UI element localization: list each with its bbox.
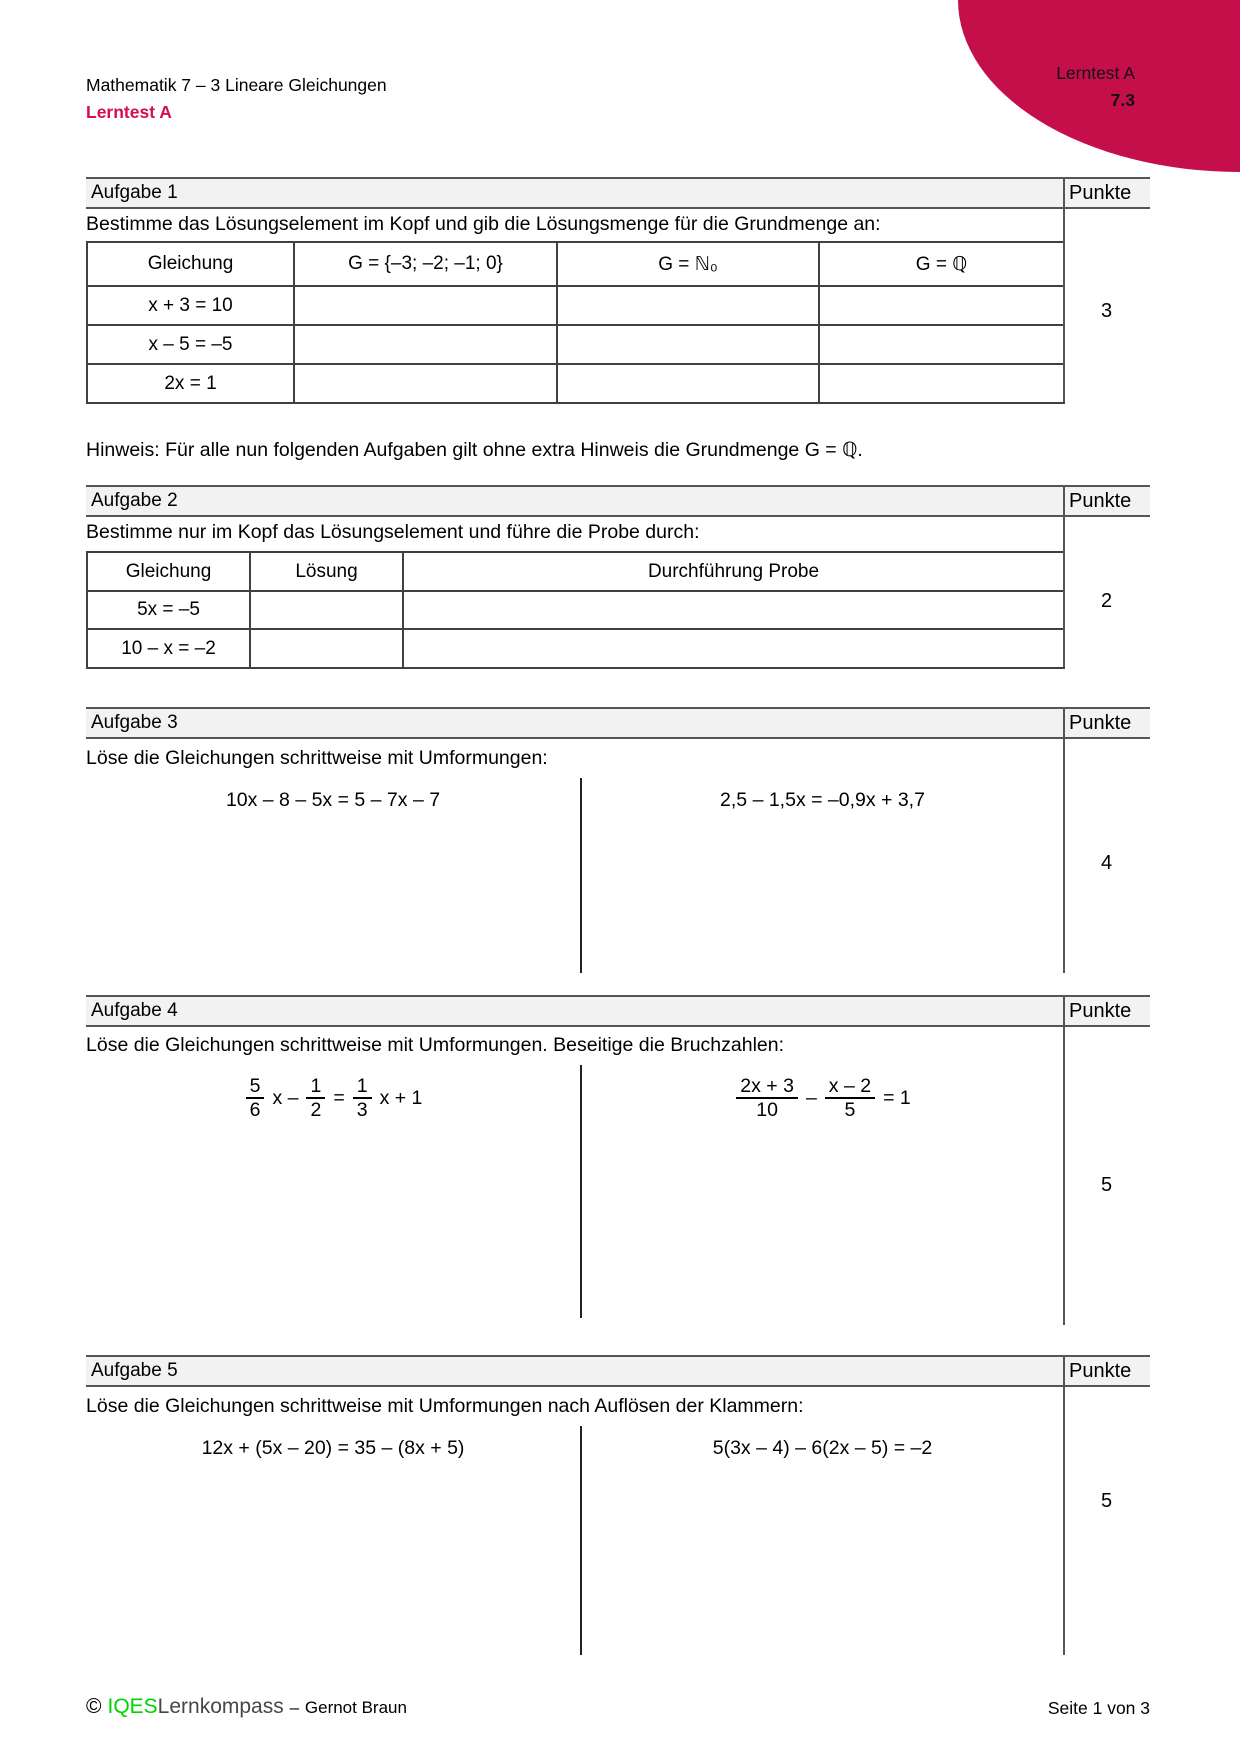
aufgabe5-header-band (86, 1355, 1150, 1387)
fraction-denominator: 3 (356, 1099, 368, 1122)
aufgabe4-header-band (86, 995, 1150, 1027)
aufgabe5-punkte-column-line (1063, 1387, 1065, 1655)
aufgabe2-table (86, 551, 1065, 669)
answer-cell (250, 591, 403, 629)
fraction-denominator: 2 (310, 1099, 322, 1122)
column-header: Gleichung (87, 552, 250, 591)
aufgabe4-punkte-label: Punkte (1063, 997, 1150, 1025)
aufgabe5-title: Aufgabe 5 (91, 1360, 178, 1381)
aufgabe1-table (86, 241, 1065, 404)
aufgabe2-points-value: 2 (1100, 590, 1113, 612)
aufgabe3-equation-left: 10x – 8 – 5x = 5 – 7x – 7 (225, 789, 441, 811)
aufgabe5-points-value: 5 (1100, 1490, 1113, 1512)
footer-author: Gernot Braun (304, 1698, 407, 1717)
aufgabe5-work-divider (580, 1426, 582, 1655)
equation-token: x + 1 (379, 1086, 423, 1109)
answer-cell (819, 325, 1064, 364)
aufgabe2-description: Bestimme nur im Kopf das Lösungselement und führe die Probe durch: (86, 521, 700, 543)
answer-cell (250, 629, 403, 668)
aufgabe1-punkte-label: Punkte (1063, 179, 1150, 207)
equation-cell: x + 3 = 10 (87, 286, 294, 325)
document-header (86, 72, 387, 126)
aufgabe3-work-divider (580, 778, 582, 973)
corner-chapter-number: 7.3 (1110, 90, 1135, 110)
aufgabe4-equation-left (86, 1075, 580, 1122)
page-number: Seite 1 von 3 (1047, 1698, 1150, 1718)
aufgabe3-punkte-label: Punkte (1063, 709, 1150, 737)
aufgabe2-header-band (86, 485, 1150, 517)
corner-test-label: Lerntest A (1056, 63, 1135, 83)
brand-iqes: IQES (107, 1695, 158, 1718)
table-row (87, 364, 1064, 403)
answer-cell (403, 629, 1064, 668)
answer-cell (403, 591, 1064, 629)
aufgabe3-equation-right: 2,5 – 1,5x = –0,9x + 3,7 (720, 789, 925, 811)
copyright-icon: © (86, 1695, 102, 1718)
hinweis-note: Hinweis: Für alle nun folgenden Aufgaben gilt ohne extra Hinweis die Grundmenge G = ℚ. (86, 439, 863, 461)
answer-cell (557, 325, 819, 364)
fraction (736, 1075, 798, 1122)
table-header-row (87, 552, 1064, 591)
aufgabe2-title: Aufgabe 2 (91, 490, 178, 511)
column-header: Gleichung (87, 242, 294, 286)
aufgabe5-equation-left: 12x + (5x – 20) = 35 – (8x + 5) (201, 1437, 465, 1459)
fraction-denominator: 5 (844, 1099, 856, 1122)
aufgabe5-description: Löse die Gleichungen schrittweise mit Umformungen nach Auflösen der Klammern: (86, 1395, 804, 1417)
aufgabe4-work-divider (580, 1065, 582, 1318)
equation-cell: 5x = –5 (87, 591, 250, 629)
answer-cell (557, 364, 819, 403)
brand-lernkompass: Lernkompass (157, 1695, 284, 1718)
column-header: Durchführung Probe (403, 552, 1064, 591)
answer-cell (557, 286, 819, 325)
answer-cell (294, 325, 557, 364)
aufgabe1-description: Bestimme das Lösungselement im Kopf und gib die Lösungsmenge für die Grundmenge an: (86, 213, 881, 235)
answer-cell (294, 286, 557, 325)
table-row (87, 325, 1064, 364)
aufgabe4-description: Löse die Gleichungen schrittweise mit Umformungen. Beseitige die Bruchzahlen: (86, 1034, 785, 1056)
equation-cell: 10 – x = –2 (87, 629, 250, 668)
answer-cell (294, 364, 557, 403)
aufgabe1-title: Aufgabe 1 (91, 182, 178, 203)
aufgabe1-header-band (86, 177, 1150, 209)
fraction (353, 1075, 372, 1122)
equation-token: – (805, 1086, 817, 1109)
table-row (87, 286, 1064, 325)
fraction-denominator: 6 (249, 1099, 261, 1122)
aufgabe4-equation-right (582, 1075, 1063, 1122)
answer-cell (819, 286, 1064, 325)
aufgabe3-description: Löse die Gleichungen schrittweise mit Umformungen: (86, 747, 548, 769)
fraction-denominator: 10 (756, 1099, 778, 1122)
column-header: G = ℚ (819, 242, 1064, 286)
fraction-numerator: 1 (353, 1075, 372, 1099)
equation-token: = (333, 1086, 345, 1109)
corner-badge (958, 0, 1240, 172)
footer-separator: – (289, 1698, 300, 1717)
aufgabe3-header-band (86, 707, 1150, 739)
aufgabe3-title: Aufgabe 3 (91, 712, 178, 733)
column-header: G = ℕ₀ (557, 242, 819, 286)
aufgabe5-equation-right: 5(3x – 4) – 6(2x – 5) = –2 (712, 1437, 933, 1459)
fraction-numerator: 1 (306, 1075, 325, 1099)
footer-credit (86, 1694, 407, 1721)
aufgabe3-points-value: 4 (1100, 852, 1113, 874)
equation-cell: 2x = 1 (87, 364, 294, 403)
fraction-numerator: x – 2 (825, 1075, 875, 1099)
aufgabe4-title: Aufgabe 4 (91, 1000, 178, 1021)
column-header: G = {–3; –2; –1; 0} (294, 242, 557, 286)
fraction (306, 1075, 325, 1122)
fraction-numerator: 2x + 3 (736, 1075, 798, 1099)
fraction (825, 1075, 875, 1122)
answer-cell (819, 364, 1064, 403)
table-header-row (87, 242, 1064, 286)
course-title: Mathematik 7 – 3 Lineare Gleichungen (86, 75, 387, 95)
table-row (87, 591, 1064, 629)
equation-token: x – (272, 1086, 299, 1109)
aufgabe1-points-value: 3 (1100, 300, 1113, 322)
equation-cell: x – 5 = –5 (87, 325, 294, 364)
aufgabe5-punkte-label: Punkte (1063, 1357, 1150, 1385)
fraction (246, 1075, 265, 1122)
fraction-numerator: 5 (246, 1075, 265, 1099)
aufgabe2-punkte-label: Punkte (1063, 487, 1150, 515)
aufgabe4-points-value: 5 (1100, 1174, 1113, 1196)
table-row (87, 629, 1064, 668)
test-title: Lerntest A (86, 102, 172, 122)
column-header: Lösung (250, 552, 403, 591)
equation-token: = 1 (883, 1086, 911, 1109)
